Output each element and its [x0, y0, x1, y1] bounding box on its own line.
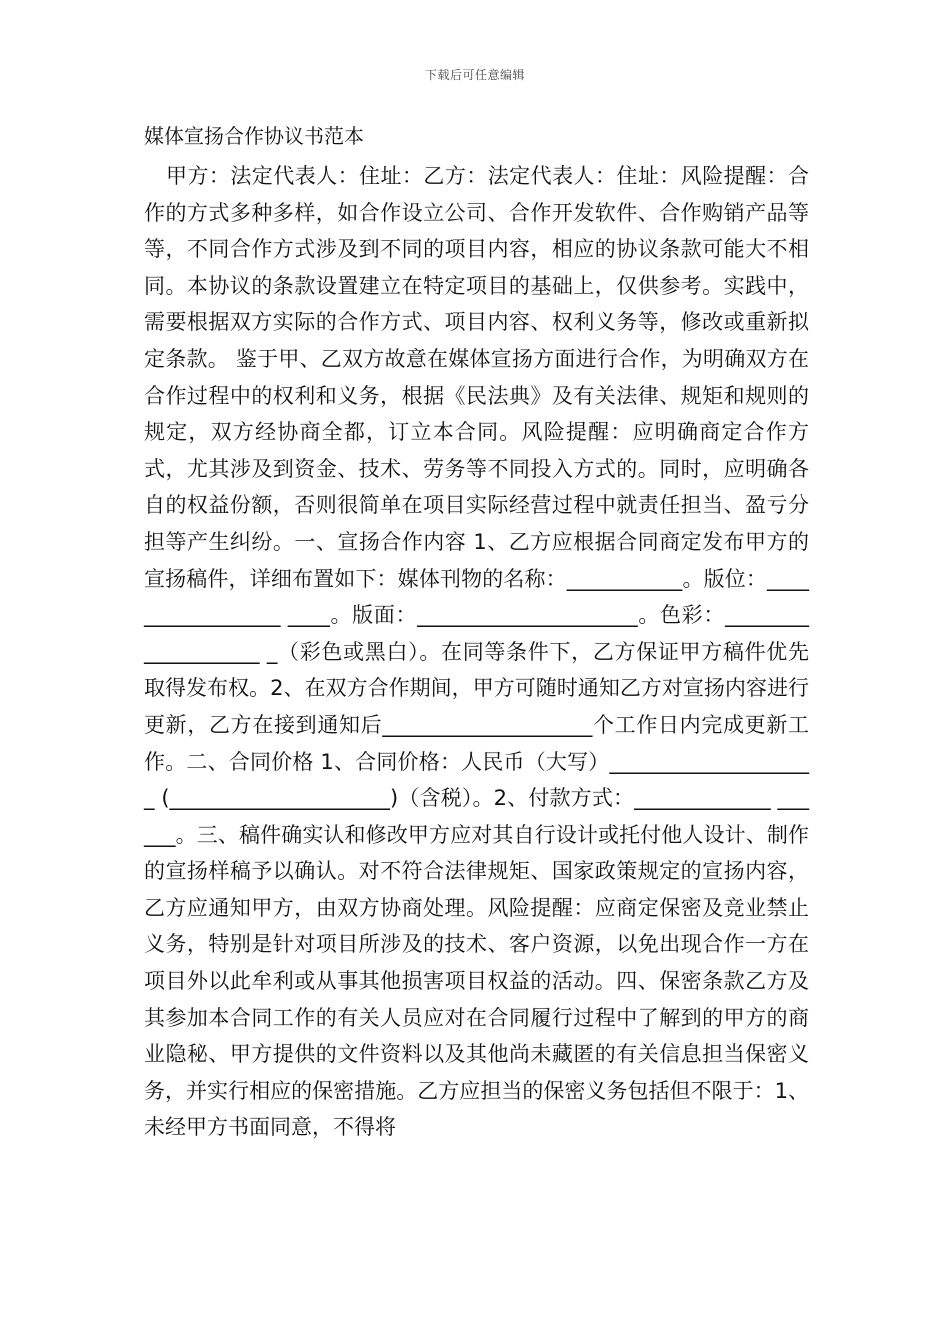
page-header-note: 下载后可任意编辑 — [424, 68, 525, 82]
document-title: 媒体宣扬合作协议书范本 — [144, 124, 364, 148]
document-body: 甲方：法定代表人：住址：乙方：法定代表人：住址：风险提醒：合作的方式多种多样，如合作设立公司、合作开发软件、合作购销产品等等，不同合作方式涉及到不同的项目内容，相应的协议条款可能大不相同。本协议的条款设置建立在特定项目的基础上，仅供参考。实践中，需要根据双方实际的合作方式、项目内容、权利义务等，修改或重新拟定条款。 鉴于甲、乙双方故意在媒体宣扬方面进行合作，为明确双方在合作过程中的权利和义务，根据《民法典》及有关法律、规矩和规则的规定，双方经协商全都，订立本合同。风险提醒：应明确商定合作方式，尤其涉及到资金、技术、劳务等不同投入方式的。同时，应明确各自的权益份额，否则很简单在项目实际经营过程中就责任担当、盈亏分担等产生纠纷。一、宣扬合作内容 1、乙方应根据合同商定发布甲方的宣扬稿件，详细布置如下：媒体刊物的名称：___________。版位：_________________ ____。版面：_____________________。色彩：___________________ _（彩色或黑白）。在同等条件下，乙方保证甲方稿件优先取得发布权。2、在双方合作期间，甲方可随时通知乙方对宣扬内容进行更新，乙方在接到通知后____________________个工作日内完成更新工作。二、合同价格 1、合同价格：人民币（大写）___________________ _ (_____________________)（含税）。2、付款方式：_____________ ______。三、稿件确实认和修改甲方应对其自行设计或托付他人设计、制作的宣扬样稿予以确认。对不符合法律规矩、国家政策规定的宣扬内容，乙方应通知甲方，由双方协商处理。风险提醒：应商定保密及竞业禁止义务，特别是针对项目所涉及的技术、客户资源，以免出现合作一方在项目外以此牟利或从事其他损害项目权益的活动。四、保密条款乙方及其参加本合同工作的有关人员应对在合同履行过程中了解到的甲方的商业隐秘、甲方提供的文件资料以及其他尚未藏匿的有关信息担当保密义务，并实行相应的保密措施。乙方应担当的保密义务包括但不限于：1、未经甲方书面同意，不得将 — [144, 164, 809, 1140]
